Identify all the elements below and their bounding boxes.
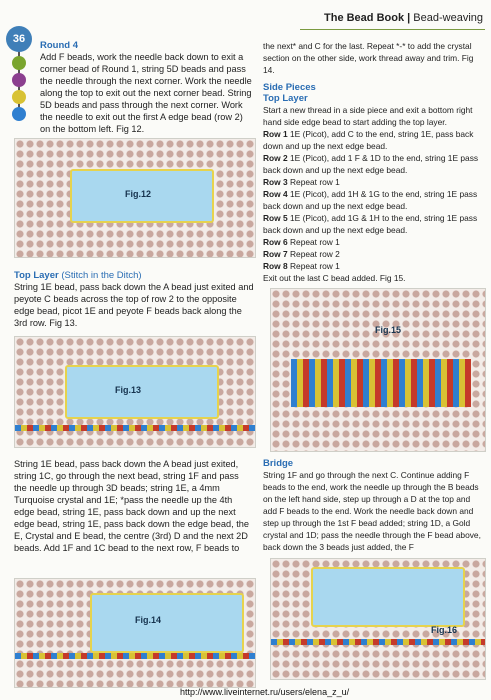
- top-layer-heading: Top Layer (Stitch in the Ditch): [14, 270, 142, 281]
- header-title: The Bead Book | Bead-weaving: [324, 12, 483, 24]
- fig15-label: Fig.15: [375, 325, 402, 335]
- fig12-label: Fig.12: [125, 189, 152, 199]
- fig14-label: Fig.14: [135, 615, 162, 625]
- bead-ornament-green: [12, 56, 26, 70]
- bridge-block: [263, 458, 483, 553]
- row-8: Row 8 Repeat row 1: [263, 261, 340, 271]
- row-2: Row 2 1E (Picot), add 1 F & 1D to the end, string 1E pass back down and up the next edge bead.: [263, 153, 479, 175]
- top-layer-block: [14, 270, 254, 329]
- left-column: [40, 40, 255, 135]
- row-6: Row 6 Repeat row 1: [263, 237, 340, 247]
- row-7: Row 7 Repeat row 2: [263, 249, 340, 259]
- lower-left-text: String 1E bead, pass back down the A bead just exited, string 1C, go through the next bead, string 1F and pass the needle up through 3D beads; string 1E, a 4mm Turquoise crystal and 1E; *pass the needle up the 4th edge bead, string 1E, pass back down and up the next edge bead, string 1E, pass back down the edge bead, the E, Crystal and E bead, the centre (3rd) D and the next 2D beads. Add 1F and 1C bead to the next row, F beads to: [14, 459, 249, 553]
- fig14-bead-stripe: [15, 653, 255, 659]
- fig13-label: Fig.13: [115, 385, 142, 395]
- round4-text: Add F beads, work the needle back down to exit a corner bead of Round 1, string 5D beads and pass the needle through the next corner. Work the needle along the top to exit out the next corner bead. String 5D beads and pass through the next corner. Work the needle to exit out the first A edge bead (row 2) on the bottom left. Fig 12.: [40, 52, 252, 134]
- fig13-panel: [65, 365, 219, 419]
- row-1: Row 1 1E (Picot), add C to the end, string 1E, pass back down and up the next edge bead.: [263, 129, 474, 151]
- row-3: Row 3 Repeat row 1: [263, 177, 340, 187]
- side-top-layer-heading: Top Layer: [263, 93, 308, 104]
- round4-heading: Round 4: [40, 40, 78, 51]
- fig15-bead-columns: [291, 359, 471, 407]
- page-number: 36: [6, 26, 32, 52]
- figure-16: [270, 558, 486, 680]
- bridge-text: String 1F and go through the next C. Continue adding F beads to the end, work the needle up through the B beads on the left hand side, step up through a D at the top and add F beads to the end. Work the needle back down and step up through the 1st F bead added; string 1D, a Gold crystal and 1D; pass the needle through the F bead above, back down the 3 beads just added, the F: [263, 470, 481, 552]
- exit-text: Exit out the last C bead added. Fig 15.: [263, 273, 406, 283]
- fig13-bead-stripe: [15, 425, 255, 431]
- top-layer-text: String 1E bead, pass back down the A bead just exited and peyote C beads across the top of row 2 to the opposite edge bead, picot 1E and peyote F beads back along the 3rd row. Fig 13.: [14, 282, 254, 328]
- fig14-panel: [90, 593, 244, 653]
- bead-ornament-purple: [12, 73, 26, 87]
- bridge-heading: Bridge: [263, 458, 294, 469]
- fig16-bead-stripe: [271, 639, 485, 645]
- row-5: Row 5 1E (Picot), add 1G & 1H to the end, string 1E pass back down and up the next edge bead.: [263, 213, 478, 235]
- lower-left-block: [14, 458, 254, 554]
- figure-12: [14, 138, 256, 258]
- page-header: [300, 0, 491, 28]
- bead-ornament-yellow: [12, 90, 26, 104]
- figure-15: [270, 288, 486, 452]
- continuation-text: the next* and C for the last. Repeat *-* to add the crystal section on the other side, work thread away and trim. Fig 14.: [263, 41, 474, 75]
- figure-13: [14, 336, 256, 448]
- bead-ornament-blue: [12, 107, 26, 121]
- fig16-label: Fig.16: [431, 625, 458, 635]
- fig16-panel: [311, 567, 465, 627]
- footer-url: http://www.liveinternet.ru/users/elena_z_u/: [180, 687, 350, 697]
- header-rule: [300, 29, 485, 30]
- side-pieces-text: Start a new thread in a side piece and exit a bottom right hand side edge bead to start adding the top layer.: [263, 105, 473, 127]
- row-4: Row 4 1E (Picot), add 1H & 1G to the end, string 1E pass back down and up the next edge bead.: [263, 189, 478, 211]
- figure-14: [14, 578, 256, 688]
- right-column: [263, 40, 483, 284]
- side-pieces-heading: Side Pieces: [263, 82, 316, 93]
